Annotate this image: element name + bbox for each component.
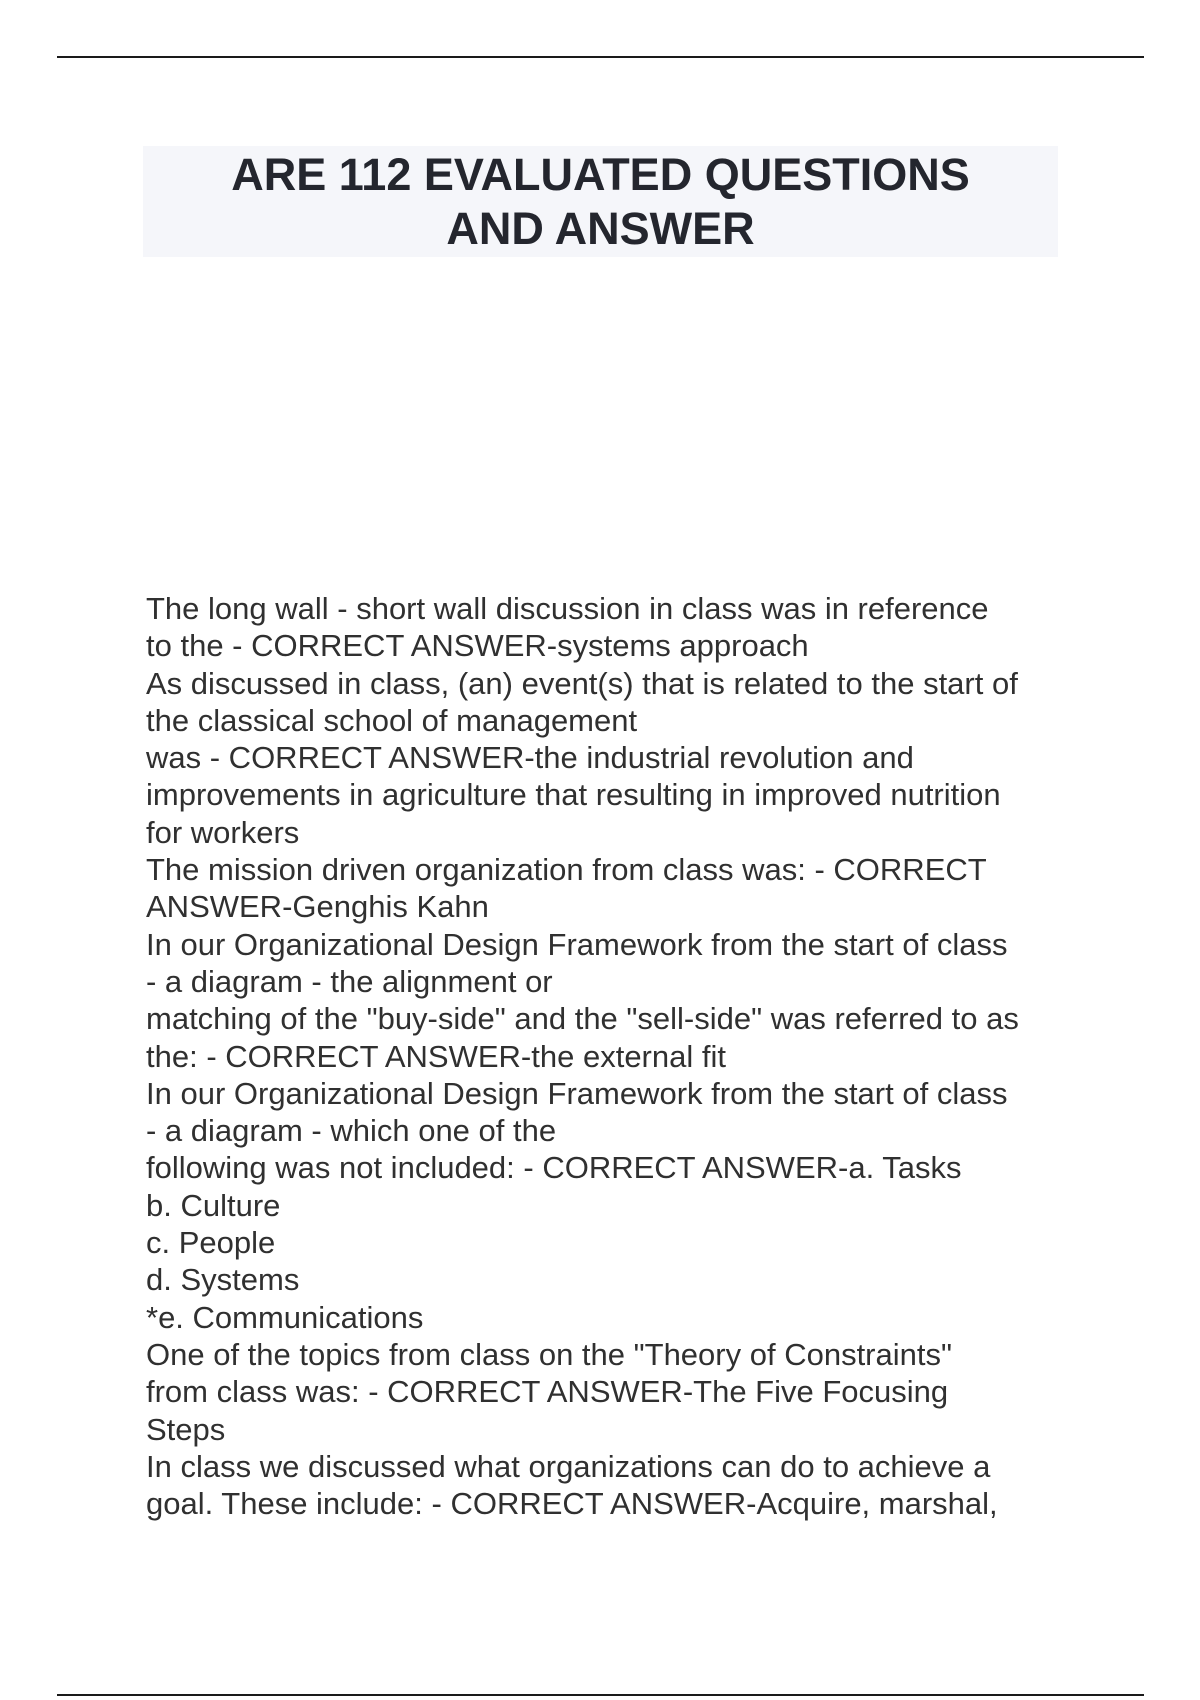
bottom-rule: [57, 1694, 1144, 1696]
body-line: for workers: [146, 814, 300, 850]
body-line: *e. Communications: [146, 1299, 424, 1335]
body-line: the: - CORRECT ANSWER-the external fit: [146, 1038, 726, 1074]
body-line: In class we discussed what organizations can do to achieve a: [146, 1448, 991, 1484]
document-body: [146, 590, 1066, 1522]
body-line: from class was: - CORRECT ANSWER-The Five Focusing: [146, 1374, 949, 1410]
body-line: was - CORRECT ANSWER-the industrial revolution and: [146, 740, 914, 776]
body-line: In our Organizational Design Framework from the start of class: [146, 926, 1008, 962]
body-line: to the - CORRECT ANSWER-systems approach: [146, 628, 809, 664]
title-line-1: ARE 112 EVALUATED QUESTIONS: [231, 148, 970, 200]
body-line: ANSWER-Genghis Kahn: [146, 889, 489, 925]
body-line: - a diagram - which one of the: [146, 1113, 557, 1149]
body-line: d. Systems: [146, 1262, 300, 1298]
body-line: As discussed in class, (an) event(s) that is related to the start of: [146, 665, 1018, 701]
body-line: b. Culture: [146, 1187, 281, 1223]
body-line: One of the topics from class on the "Theory of Constraints": [146, 1336, 952, 1372]
document-title: [231, 148, 969, 256]
top-rule: [57, 56, 1144, 58]
title-line-2: AND ANSWER: [446, 202, 755, 254]
body-line: The long wall - short wall discussion in class was in reference: [146, 591, 989, 626]
body-line: improvements in agriculture that resulting in improved nutrition: [146, 777, 1001, 813]
body-line: matching of the "buy-side" and the "sell-side" was referred to as: [146, 1001, 1019, 1037]
body-line: goal. These include: - CORRECT ANSWER-Acquire, marshal,: [146, 1486, 998, 1522]
body-line: c. People: [146, 1225, 276, 1261]
title-banner: [143, 146, 1058, 257]
body-line: In our Organizational Design Framework from the start of class: [146, 1075, 1008, 1111]
body-line: Steps: [146, 1411, 226, 1447]
body-line: following was not included: - CORRECT ANSWER-a. Tasks: [146, 1150, 962, 1186]
body-line: - a diagram - the alignment or: [146, 963, 553, 999]
body-line: The mission driven organization from class was: - CORRECT: [146, 852, 987, 888]
body-line: the classical school of management: [146, 702, 638, 738]
